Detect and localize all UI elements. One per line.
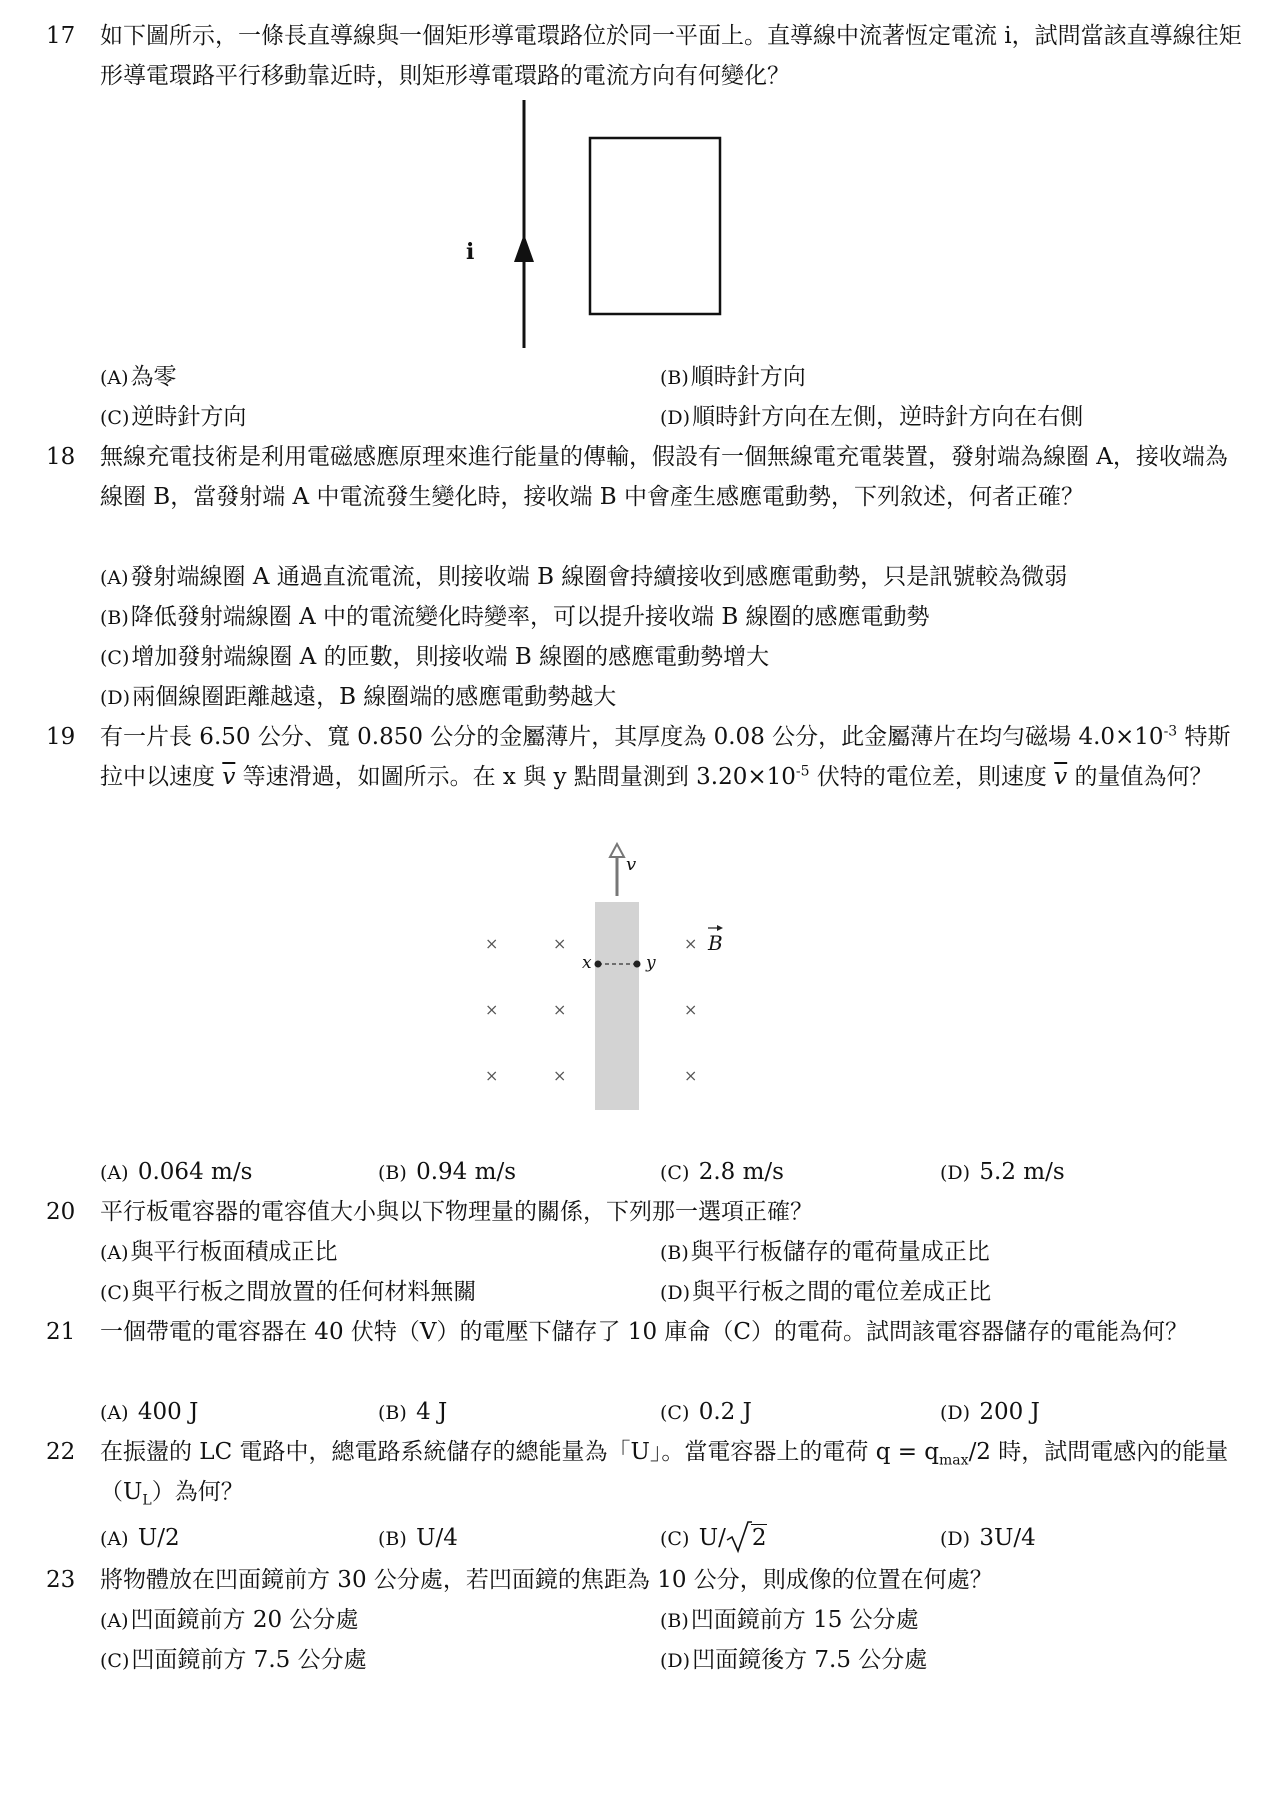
option-20d[interactable]: (D)與平行板之間的電位差成正比	[660, 1279, 992, 1305]
current-arrow-icon	[514, 234, 534, 262]
option-21b[interactable]: (B) 4 J	[378, 1399, 448, 1425]
option-22d[interactable]: (D) 3U/4	[940, 1525, 1036, 1551]
question-text: 一個帶電的電容器在 40 伏特（V）的電壓下儲存了 10 庫侖（C）的電荷。試問該電容器儲存的電能為何？	[100, 1319, 1188, 1345]
field-cross: ×	[485, 1000, 499, 1019]
option-20a[interactable]: (A)與平行板面積成正比	[100, 1239, 338, 1265]
option-17d[interactable]: (D)順時針方向在左側，逆時針方向在右側	[660, 404, 1084, 430]
question-text: 在振盪的 LC 電路中，總電路系統儲存的總能量為「U」。當電容器上的電荷 $q = q_{max}/2$ 時，試問電感內的能量$(U_L)$為何？	[100, 1439, 1229, 1509]
rectangular-loop	[590, 138, 720, 314]
option-23c[interactable]: (C)凹面鏡前方 7.5 公分處	[100, 1647, 367, 1673]
velocity-symbol: $\overline{v}$	[1054, 764, 1068, 790]
option-23d[interactable]: (D)凹面鏡後方 7.5 公分處	[660, 1647, 928, 1673]
field-cross: ×	[485, 934, 499, 953]
field-label: B	[708, 931, 723, 955]
question-text: 有一片長 6.50 公分、寬 0.850 公分的金屬薄片，其厚度為 0.08 公分，此金屬薄片在均勻磁場 $4.0\times 10^{-3}$ 特斯拉中以速度 $\overline{v}$ 等速滑過，如圖所示。在 x 與 y 點間量測到 $3.20\times 10^{-5}$ 伏特的電位差，則速度 $\overline{v}$ 的量值為何？	[100, 723, 1231, 790]
question-text: 平行板電容器的電容值大小與以下物理量的關係，下列那一選項正確？	[100, 1199, 813, 1225]
option-17b[interactable]: (B)順時針方向	[660, 364, 806, 390]
question-number: 23	[46, 1567, 76, 1593]
option-22b[interactable]: (B) U/4	[378, 1525, 458, 1551]
question-number: 21	[46, 1319, 76, 1345]
option-23b[interactable]: (B)凹面鏡前方 15 公分處	[660, 1607, 919, 1633]
field-cross: ×	[684, 1000, 698, 1019]
option-18a[interactable]: (A)發射端線圈 A 通過直流電流，則接收端 B 線圈會持續接收到感應電動勢，只是訊號較為微弱	[100, 564, 1068, 590]
field-cross: ×	[684, 934, 698, 953]
option-17c[interactable]: (C)逆時針方向	[100, 404, 247, 430]
field-cross: ×	[553, 1066, 567, 1085]
question-number: 18	[46, 444, 76, 470]
option-22c[interactable]: (C) U/ 2	[660, 1518, 767, 1559]
option-21a[interactable]: (A) 400 J	[100, 1399, 199, 1425]
question-number: 22	[46, 1439, 76, 1465]
velocity-symbol: $\overline{v}$	[222, 764, 236, 790]
velocity-arrow-icon	[610, 844, 624, 857]
option-18d[interactable]: (D)兩個線圈距離越遠，B 線圈端的感應電動勢越大	[100, 684, 617, 710]
current-label: i	[466, 239, 475, 265]
question-text: 無線充電技術是利用電磁感應原理來進行能量的傳輸，假設有一個無線電充電裝置，發射端為線圈 A，接收端為線圈 B，當發射端 A 中電流發生變化時，接收端 B 中會產生感應電動勢，下列敘述，何者正確？	[100, 444, 1228, 510]
field-cross: ×	[553, 1000, 567, 1019]
option-23a[interactable]: (A)凹面鏡前方 20 公分處	[100, 1607, 359, 1633]
option-19d[interactable]: (D) 5.2 m/s	[940, 1159, 1065, 1185]
field-cross: ×	[684, 1066, 698, 1085]
field-cross: ×	[553, 934, 567, 953]
option-20c[interactable]: (C)與平行板之間放置的任何材料無關	[100, 1279, 477, 1305]
option-18c[interactable]: (C)增加發射端線圈 A 的匝數，則接收端 B 線圈的感應電動勢增大	[100, 644, 770, 670]
option-18b[interactable]: (B)降低發射端線圈 A 中的電流變化時變率，可以提升接收端 B 線圈的感應電動勢	[100, 604, 930, 630]
option-21d[interactable]: (D) 200 J	[940, 1399, 1040, 1425]
option-19c[interactable]: (C) 2.8 m/s	[660, 1159, 784, 1185]
option-21c[interactable]: (C) 0.2 J	[660, 1399, 752, 1425]
point-x	[595, 961, 602, 968]
radical-sign-icon	[726, 1520, 752, 1554]
option-19b[interactable]: (B) 0.94 m/s	[378, 1159, 516, 1185]
option-19a[interactable]: (A) 0.064 m/s	[100, 1159, 253, 1185]
question-number: 20	[46, 1199, 76, 1225]
question-text: 將物體放在凹面鏡前方 30 公分處，若凹面鏡的焦距為 10 公分，則成像的位置在何處？	[100, 1567, 993, 1593]
option-17a[interactable]: (A)為零	[100, 364, 177, 390]
metal-strip-figure	[470, 840, 740, 1120]
square-root: 2	[726, 1518, 768, 1558]
metal-strip	[595, 902, 639, 1110]
point-y	[634, 961, 641, 968]
question-number: 17	[46, 23, 76, 49]
option-20b[interactable]: (B)與平行板儲存的電荷量成正比	[660, 1239, 990, 1265]
question-number: 19	[46, 724, 76, 750]
point-y-label: y	[646, 953, 656, 973]
question-text: 如下圖所示，一條長直導線與一個矩形導電環路位於同一平面上。直導線中流著恆定電流 i，試問當該直導線往矩形導電環路平行移動靠近時，則矩形導電環路的電流方向有何變化？	[100, 23, 1242, 89]
velocity-label: v	[626, 854, 637, 875]
point-x-label: x	[582, 953, 592, 973]
wire-loop-figure	[460, 96, 740, 356]
option-22a[interactable]: (A) U/2	[100, 1525, 180, 1551]
field-cross: ×	[485, 1066, 499, 1085]
